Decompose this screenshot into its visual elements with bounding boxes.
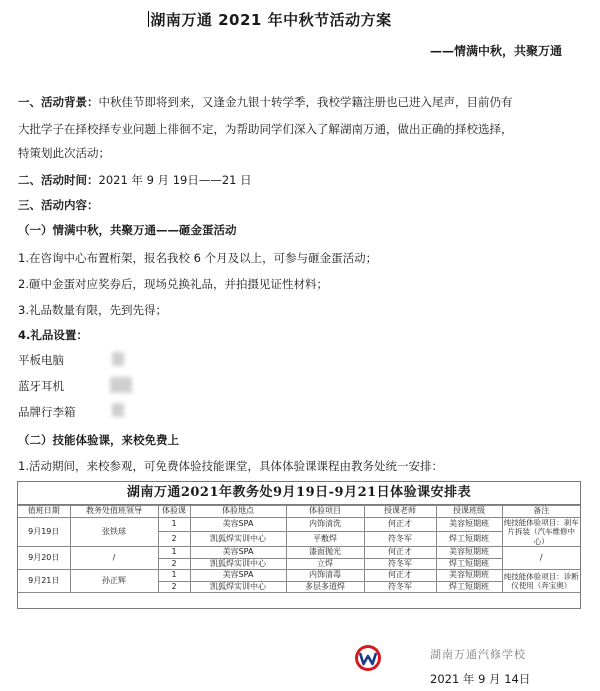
section2-title: （二）技能体验课，来校免费上	[18, 433, 179, 447]
cell-location: 凯狐焊实训中心	[190, 558, 286, 570]
cell-lesson: 2	[158, 532, 190, 547]
cell-teacher: 何正才	[364, 570, 436, 582]
cell-project: 平敷焊	[286, 532, 364, 547]
prize-item: 蓝牙耳机	[18, 379, 64, 393]
cell-lesson: 2	[158, 581, 190, 593]
header-duty-date: 值班日期	[18, 506, 70, 518]
cell-project: 多层多道焊	[286, 581, 364, 593]
cell-date: 9月19日	[18, 517, 70, 547]
cell-note: 纯技能体验项目：诊断仪使用（奔宝奥）	[502, 570, 580, 593]
activity-content-heading: 三、活动内容：	[18, 198, 99, 212]
cell-location: 凯狐焊实训中心	[190, 532, 286, 547]
cell-teacher: 何正才	[364, 547, 436, 559]
background-paragraph-line3: 特策划此次活动；	[18, 146, 110, 160]
section1-title: （一）情满中秋，共聚万通——砸金蛋活动	[18, 223, 237, 237]
table-header-row	[18, 506, 580, 518]
header-note: 备注	[502, 506, 580, 518]
cell-date: 9月20日	[18, 547, 70, 570]
header-project: 体验项目	[286, 506, 364, 518]
cell-teacher: 何正才	[364, 517, 436, 532]
cell-location: 美容SPA	[190, 547, 286, 559]
cell-leader: 孙正辉	[70, 570, 158, 593]
redacted-quantity	[112, 352, 124, 366]
cell-leader: 张铁球	[70, 517, 158, 547]
cell-project: 内饰清毒	[286, 570, 364, 582]
cell-class: 焊工短期班	[436, 558, 502, 570]
background-paragraph-line2: 大批学子在择校择专业问题上徘徊不定，为帮助同学们深入了解湖南万通，做出正确的择校选择，	[18, 122, 513, 136]
cell-lesson: 1	[158, 517, 190, 532]
cell-lesson: 2	[158, 558, 190, 570]
table-row	[18, 570, 580, 582]
section1-item1: 1.在咨询中心布置桁架，报名我校 6 个月及以上，可参与砸金蛋活动；	[18, 251, 378, 265]
activity-time: 二、活动时间：2021 年 9 月 19日——21 日	[18, 173, 252, 187]
cell-location: 美容SPA	[190, 570, 286, 582]
header-duty-leader: 教务处值班领导	[70, 506, 158, 518]
cell-leader: /	[70, 547, 158, 570]
prize-item: 平板电脑	[18, 353, 64, 367]
section1-item2: 2.砸中金蛋对应奖券后，现场兑换礼品，并拍摄见证性材料；	[18, 277, 328, 291]
document-subtitle: ——情满中秋，共聚万通	[429, 44, 562, 58]
schedule-table-grid	[18, 505, 580, 593]
redacted-quantity	[110, 377, 132, 393]
cell-class: 焊工短期班	[436, 581, 502, 593]
cell-location: 凯狐焊实训中心	[190, 581, 286, 593]
header-lesson: 体验课	[158, 506, 190, 518]
cell-teacher: 符冬军	[364, 532, 436, 547]
schedule-table-title: 湖南万通2021年教务处9月19日-9月21日体验课安排表	[18, 482, 580, 505]
cell-project: 立焊	[286, 558, 364, 570]
header-class: 授课班级	[436, 506, 502, 518]
wantong-w-logo-icon	[354, 644, 382, 672]
background-paragraph-line1: 一、活动背景：中秋佳节即将到来，又逢金九银十转学季，我校学籍注册也已进入尾声，目前仍有	[18, 95, 513, 109]
cell-location: 美容SPA	[190, 517, 286, 532]
prize-item: 品牌行李箱	[18, 405, 76, 419]
header-location: 体验地点	[190, 506, 286, 518]
redacted-quantity	[112, 403, 124, 417]
school-name-watermark: 湖南万通汽修学校	[430, 648, 526, 661]
prize-heading: 4.礼品设置：	[18, 328, 88, 342]
cell-lesson: 1	[158, 547, 190, 559]
cell-project: 漆面抛光	[286, 547, 364, 559]
cell-lesson: 1	[158, 570, 190, 582]
header-teacher: 授课老师	[364, 506, 436, 518]
cell-project: 内饰清洗	[286, 517, 364, 532]
section1-item3: 3.礼品数量有限，先到先得；	[18, 303, 167, 317]
section2-item1: 1.活动期间，来校参观，可免费体验技能课堂，具体体验课课程由教务处统一安排：	[18, 459, 443, 473]
table-row	[18, 517, 580, 532]
cell-note: /	[502, 547, 580, 570]
cell-class: 美容短期班	[436, 570, 502, 582]
schedule-table	[17, 481, 581, 609]
cell-note: 纯技能体验项目：刹车片拆装（汽车维修中心）	[503, 517, 579, 546]
table-row	[18, 547, 580, 559]
cell-class: 美容短期班	[436, 547, 502, 559]
document-date: 2021 年 9 月 14日	[430, 672, 531, 686]
cell-teacher: 符冬军	[364, 558, 436, 570]
cell-date: 9月21日	[18, 570, 70, 593]
document-title: 湖南万通 2021 年中秋节活动方案	[150, 11, 392, 29]
cell-class: 焊工短期班	[436, 532, 502, 547]
cell-class: 美容短期班	[436, 517, 502, 532]
cell-teacher: 符冬军	[364, 581, 436, 593]
